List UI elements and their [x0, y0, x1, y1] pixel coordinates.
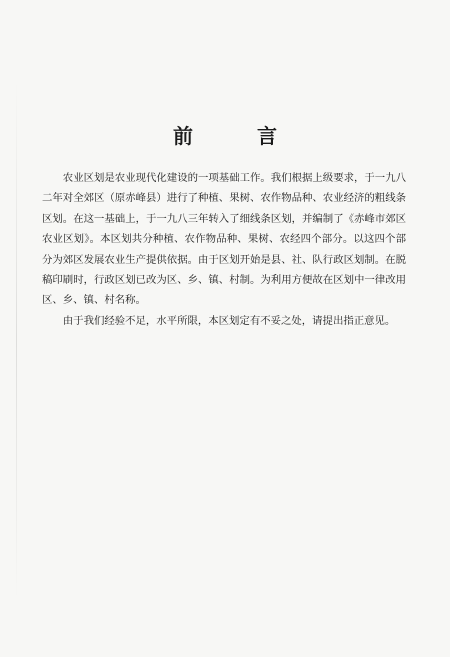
- title-char-1: 前: [173, 124, 193, 148]
- page-title: [0, 120, 450, 149]
- preface-paragraph-1: 农业区划是农业现代化建设的一项基础工作。我们根据上级要求，于一九八二年对全郊区（原赤峰县）进行了种植、果树、农作物品种、农业经济的粗线条区划。在这一基础上，于一九八三年转入了细线条区划，并编制了《赤峰市郊区农业区划》。本区划共分种植、农作物品种、果树、农经四个部分。以这四个部分为郊区发展农业生产提供依据。由于区划开始是县、社、队行政区划制。在脱稿印刷时，行政区划已改为区、乡、镇、村制。为利用方便故在区划中一律改用区、乡、镇、村名称。: [42, 172, 406, 307]
- title-char-2: 言: [257, 124, 277, 148]
- scan-edge-line: [16, 80, 17, 600]
- preface-paragraph-2: 由于我们经验不足，水平所限，本区划定有不妥之处，请提出指正意见。: [62, 314, 396, 327]
- preface-body: [42, 168, 406, 331]
